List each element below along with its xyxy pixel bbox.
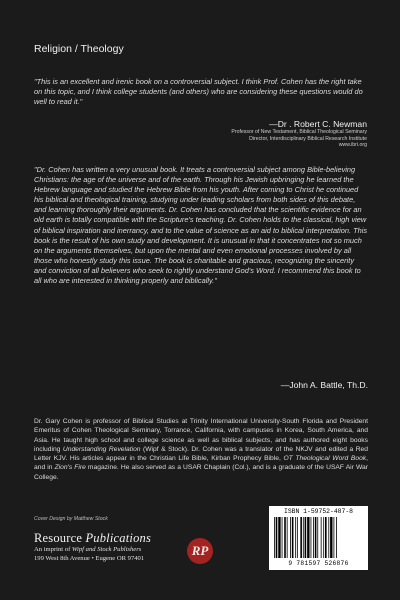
barcode-bar: [282, 517, 283, 558]
bio-text-1: Dr. Gary Cohen is professor of Biblical Studies at Trinity International University-South Florida and President Emeritus of Cohen Theological Seminary, Torrance, California, with campuses in Korea, South America, and Asia. He taught high school and college science as well as biblical subjects, and has authored eight books including: [34, 418, 368, 453]
barcode-bar: [330, 517, 332, 558]
imprint-prefix: An imprint of: [34, 546, 72, 553]
barcode-bar: [305, 517, 307, 558]
barcode-bar: [295, 517, 296, 558]
endorsement-attribution-1: [200, 119, 367, 149]
barcode-bar: [292, 517, 294, 558]
barcode-bar: [276, 517, 278, 558]
endorser-name-2: —John A. Battle, Th.D.: [280, 380, 368, 390]
endorser-name-1: —Dr . Robert C. Newman: [269, 119, 367, 129]
bio-book-title-3: Zion's Fire: [54, 464, 86, 472]
bio-text-3: , and in: [34, 455, 368, 472]
author-bio: [34, 417, 368, 482]
barcode-bar: [290, 517, 291, 558]
barcode-bar: [307, 517, 309, 558]
barcode-bar: [325, 517, 327, 558]
category-label: Religion / Theology: [34, 43, 124, 55]
barcode-bar: [287, 517, 288, 558]
isbn-barcode: [269, 506, 368, 570]
publisher-address: 199 West 8th Avenue • Eugene OR 97401: [34, 554, 145, 562]
barcode-bar: [313, 517, 314, 558]
endorsement-quote-2: "Dr. Cohen has written a very unusual book. It treats a controversial subject among Bible-believing Christians: the age of the universe and of the earth. Through his Jewish upbringing he learned the Hebrew language and studied the Hebrew Bible from his youth. After coming to Christ he continued his biblical and theological training, studying under leading scholars from both sides of this debate, and learning thoroughly their arguments. Dr. Cohen has concluded that the scientific evidence for an old earth is totally compatible with the Scripture's teaching. Dr. Cohen holds to the classical, high view of biblical inspiration and inerrancy, and to the value of science as an aid to biblical interpretation. This book is the result of his own study and development. It is unusual in that it concentrates not so much on the arguments themselves, but upon the mental and even emotional processes involved by all those who honestly study this issue. The book is charitable and gracious, recognizing the sincerity and conviction of all believers who seek to rightly understand God's Word. I recommend this book to all who are interested in thinking properly and biblically.": [34, 165, 368, 286]
barcode-bar: [303, 517, 304, 558]
barcode-bar: [278, 517, 280, 558]
barcode-bar: [311, 517, 312, 558]
barcode-bar: [336, 517, 337, 558]
barcode-number: 9 781597 526876: [288, 560, 349, 567]
isbn-label: ISBN 1-59752-487-8: [283, 508, 354, 515]
barcode-bar: [334, 517, 335, 558]
barcode-bar: [274, 517, 275, 558]
barcode-bar: [297, 517, 298, 558]
endorser-title-2: Director, Interdisciplinary Biblical Research Institute: [249, 135, 367, 142]
barcode-bar: [284, 517, 286, 558]
barcode-bar: [328, 517, 329, 558]
endorser-url: www.ibri.org: [338, 142, 367, 149]
bio-text-4: magazine. He also served as a USAR Chaplain (Col.), and is a graduate of the USAF Air War College.: [34, 464, 368, 481]
endorser-title-1: Professor of New Testament, Biblical Theological Seminary: [231, 129, 367, 135]
endorsement-quote-1: "This is an excellent and irenic book on a controversial subject. I think Prof. Cohen has the right take on this topic, and I think college students (and others) who are considering these questions would do well to read it.": [34, 77, 363, 107]
barcode-icon: [273, 517, 364, 558]
barcode-bar: [321, 517, 322, 558]
bio-book-title-2: OT Theological Word Book: [283, 455, 367, 463]
cover-design-credit: Cover Design by Matthew Stock: [34, 516, 108, 522]
bio-text-2: (Wipf & Stock). Dr. Cohen was a translator of the NKJV and edited a Red Letter KJV. His articles appear in the Christian Life Bible, Kirban Prophecy Bible,: [34, 445, 368, 463]
barcode-bar: [323, 517, 324, 558]
bio-book-title-1: Understanding Revelation: [62, 445, 141, 453]
barcode-bar: [317, 517, 318, 558]
publisher-name-italic: Publications: [85, 531, 152, 545]
imprint-name: Wipf and Stock Publishers: [71, 546, 142, 553]
publisher-name: [34, 531, 214, 546]
publisher-logo-icon: RP: [187, 538, 213, 564]
barcode-bar: [300, 517, 302, 558]
barcode-bar: [315, 517, 317, 558]
publisher-name-part: Resource: [34, 531, 86, 545]
